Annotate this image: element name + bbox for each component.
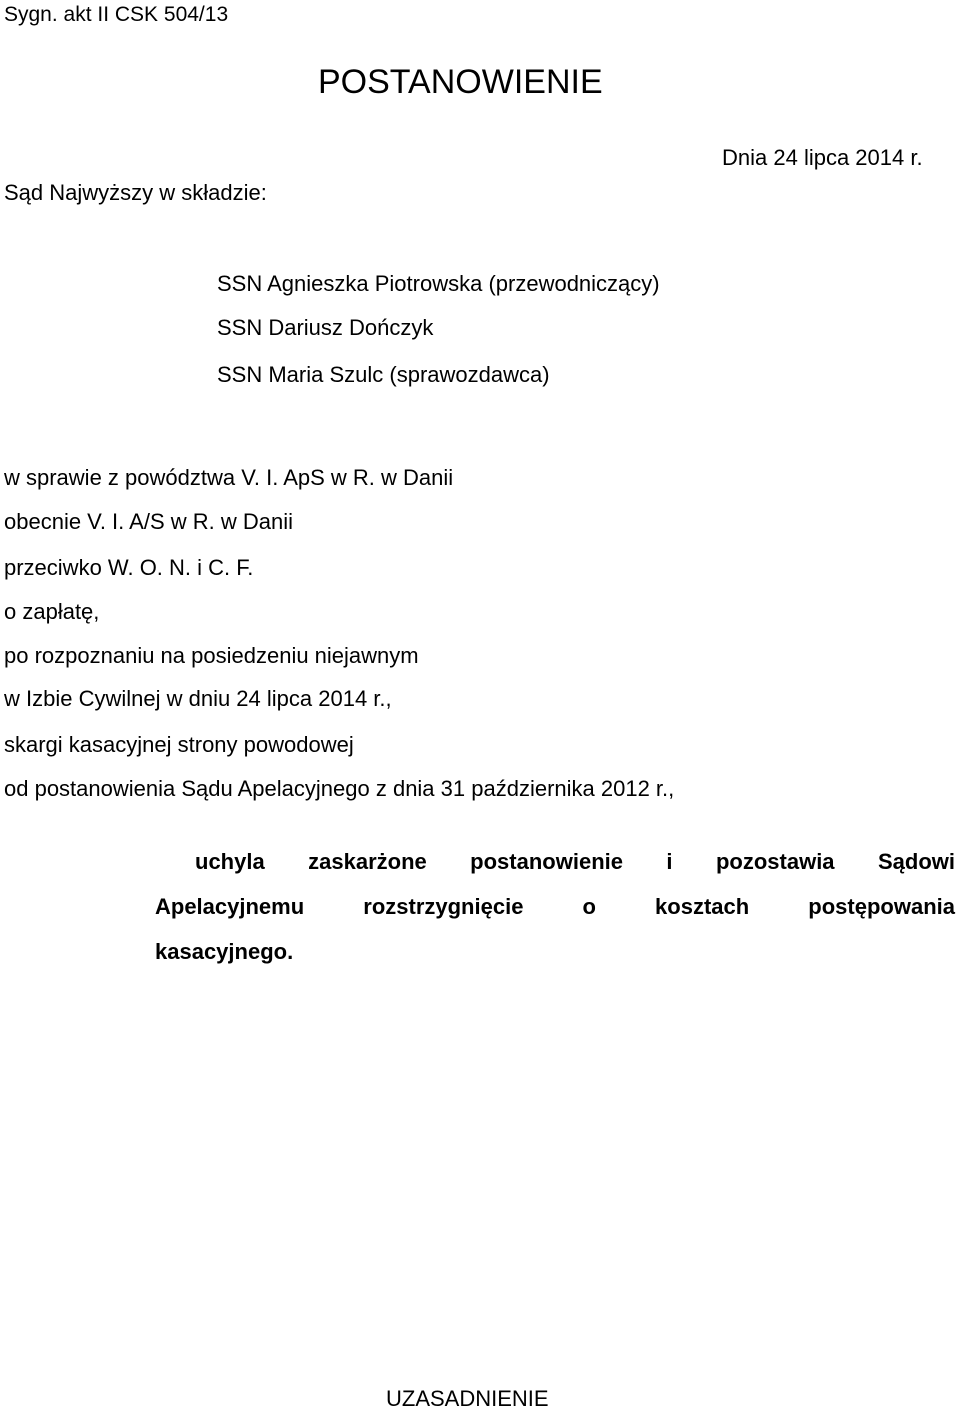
judge-member: SSN Dariusz Dończyk xyxy=(217,315,434,340)
case-line-appealed-decision: od postanowienia Sądu Apelacyjnego z dnia 31 października 2012 r., xyxy=(4,776,675,801)
ruling-line-1: uchyla zaskarżone postanowienie i pozostawia Sądowi xyxy=(195,849,955,874)
case-line-defendants: przeciwko W. O. N. i C. F. xyxy=(4,555,254,580)
case-line-plaintiff-current: obecnie V. I. A/S w R. w Danii xyxy=(4,509,293,534)
case-line-plaintiff: w sprawie z powództwa V. I. ApS w R. w Danii xyxy=(4,465,454,490)
case-line-appeal: skargi kasacyjnej strony powodowej xyxy=(4,732,354,757)
judge-rapporteur: SSN Maria Szulc (sprawozdawca) xyxy=(217,362,550,387)
case-signature: Sygn. akt II CSK 504/13 xyxy=(4,3,229,26)
case-line-chamber-date: w Izbie Cywilnej w dniu 24 lipca 2014 r., xyxy=(4,686,392,711)
document-title: POSTANOWIENIE xyxy=(318,63,603,101)
court-composition-label: Sąd Najwyższy w składzie: xyxy=(4,180,267,205)
case-line-hearing: po rozpoznaniu na posiedzeniu niejawnym xyxy=(4,643,419,668)
justification-heading: UZASADNIENIE xyxy=(386,1386,549,1411)
ruling-date: Dnia 24 lipca 2014 r. xyxy=(722,145,923,170)
ruling-line-2: Apelacyjnemu rozstrzygnięcie o kosztach postępowania xyxy=(155,894,955,919)
case-line-subject: o zapłatę, xyxy=(4,599,100,624)
judge-presiding: SSN Agnieszka Piotrowska (przewodniczący) xyxy=(217,271,660,296)
ruling-line-3: kasacyjnego. xyxy=(155,939,294,964)
